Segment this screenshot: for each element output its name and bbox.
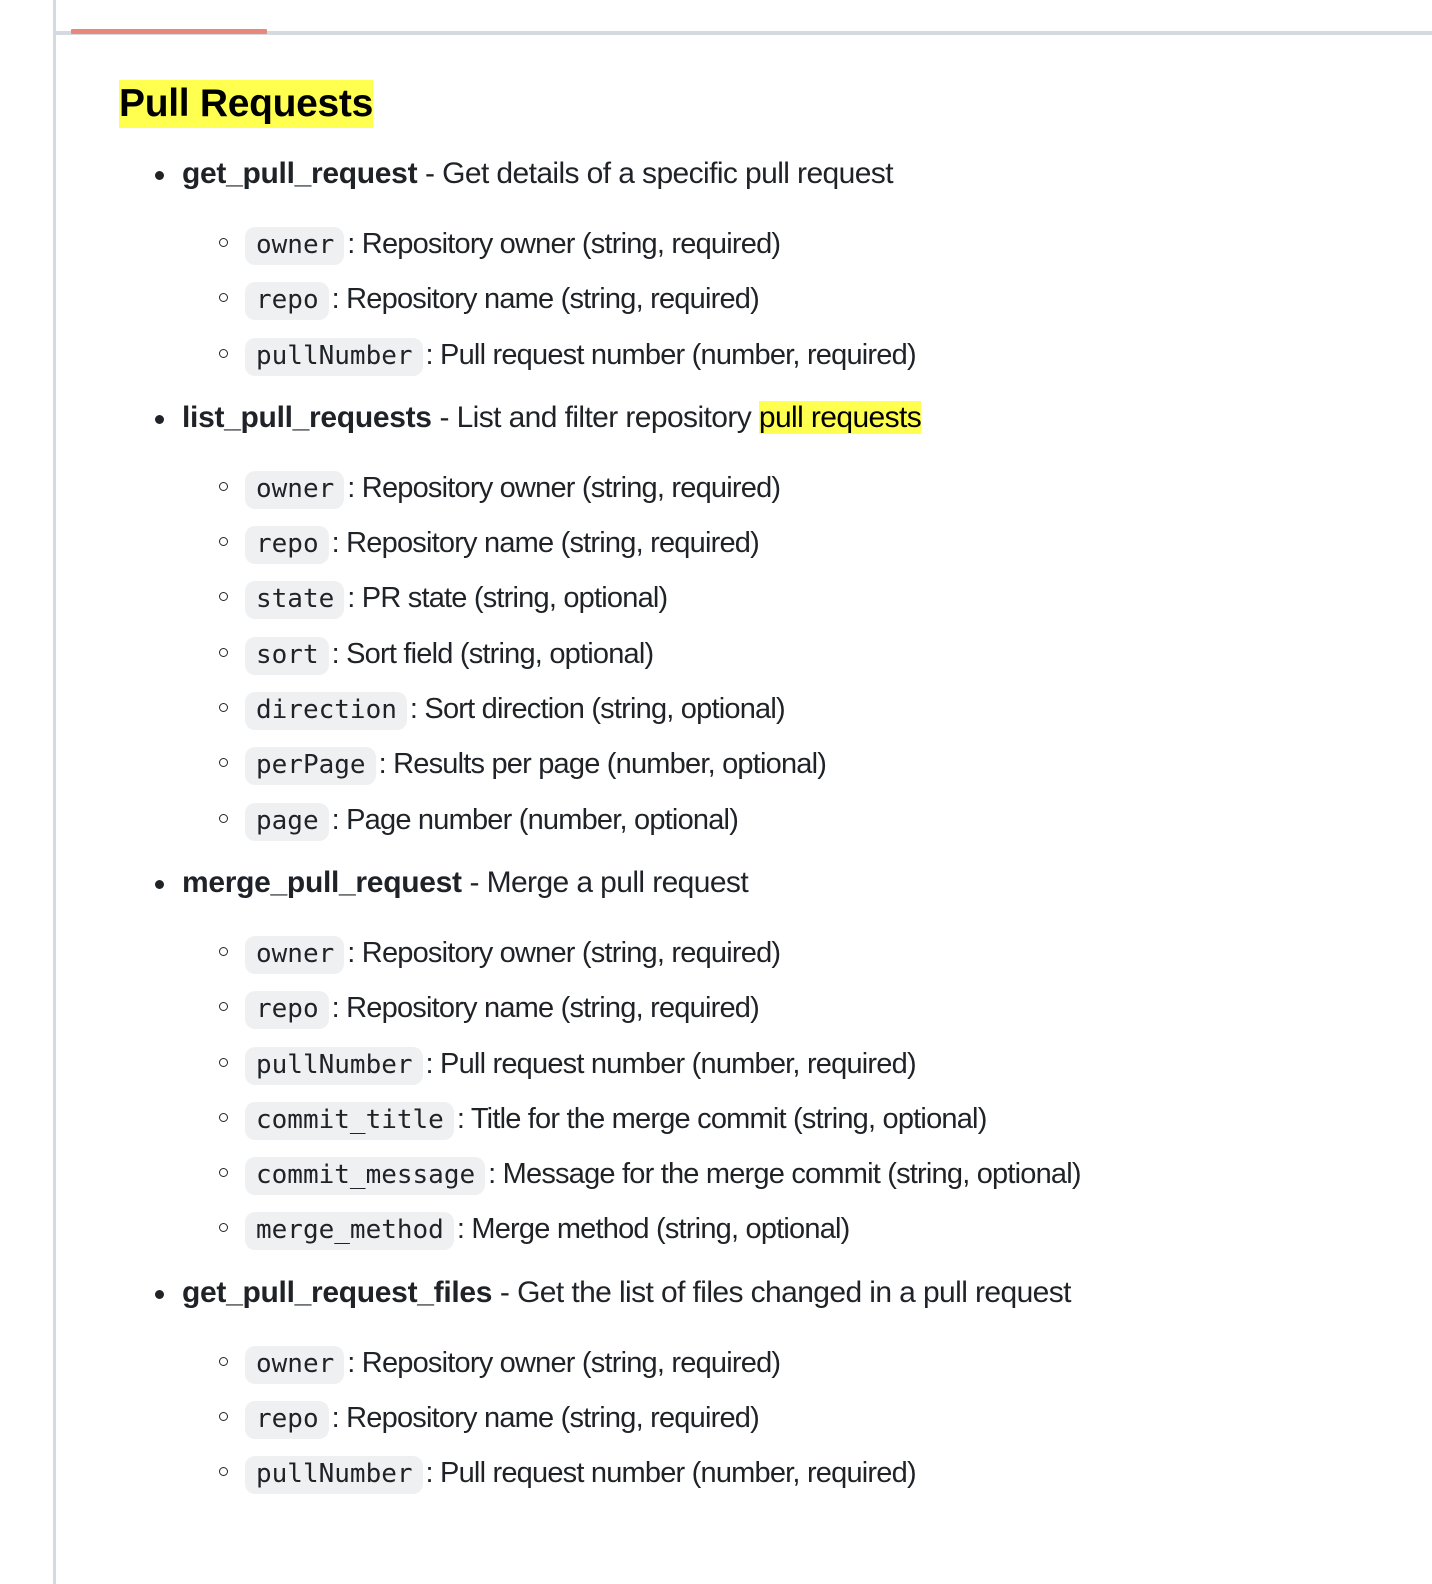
param-description: : Merge method (string, optional) [456, 1213, 850, 1246]
param-item [245, 335, 1412, 390]
param-description: : Sort direction (string, optional) [409, 693, 785, 726]
param-description: : Results per page (number, optional) [378, 748, 827, 781]
tool-header [182, 863, 1412, 903]
param-item [245, 468, 1412, 523]
param-name: repo [245, 1401, 329, 1439]
param-description: : Pull request number (number, required) [425, 1047, 916, 1080]
active-tab-indicator[interactable] [71, 29, 267, 34]
param-item [245, 689, 1412, 744]
param-list [182, 468, 1412, 855]
param-name: owner [245, 1346, 344, 1384]
param-name: pullNumber [245, 1047, 423, 1085]
param-description: : Repository name (string, required) [331, 1402, 759, 1435]
param-description: : Pull request number (number, required) [425, 1457, 916, 1490]
param-name: page [245, 803, 329, 841]
param-item [245, 1099, 1412, 1154]
tool-separator: - [492, 1275, 518, 1309]
param-list [182, 1343, 1412, 1509]
param-item [245, 634, 1412, 689]
param-description: : Repository owner (string, required) [347, 228, 781, 260]
param-description: : Sort field (string, optional) [331, 637, 654, 670]
param-description: : Repository owner (string, required) [347, 1346, 781, 1379]
param-description: : Title for the merge commit (string, optional) [456, 1102, 987, 1135]
tool-description: Merge a pull request [486, 865, 749, 899]
param-description: : Repository owner (string, required) [347, 936, 781, 969]
tool-name: get_pull_request_files [182, 1275, 493, 1309]
param-name: perPage [245, 747, 376, 785]
param-name: repo [245, 991, 329, 1029]
param-name: owner [245, 471, 344, 509]
tool-name: list_pull_requests [182, 400, 432, 434]
tool-name: merge_pull_request [182, 865, 462, 899]
param-list [182, 933, 1412, 1265]
param-item [245, 800, 1412, 855]
param-item [245, 744, 1412, 799]
param-item [245, 988, 1412, 1043]
section-heading: Pull Requests [119, 80, 373, 128]
search-highlight: pull requests [758, 400, 922, 434]
tool-header [182, 1273, 1412, 1313]
param-description: : Repository owner (string, required) [347, 471, 781, 504]
param-name: commit_title [245, 1102, 454, 1140]
param-description: : Pull request number (number, required) [425, 338, 916, 371]
param-name: merge_method [245, 1212, 454, 1250]
tool-separator: - [431, 400, 457, 434]
param-description: : Page number (number, optional) [331, 803, 739, 836]
param-description: : PR state (string, optional) [347, 582, 668, 615]
tool-item [119, 398, 1412, 855]
param-name: pullNumber [245, 338, 423, 376]
param-name: commit_message [245, 1157, 485, 1195]
param-item [245, 1154, 1412, 1209]
left-border [53, 0, 56, 1584]
tool-item [119, 154, 1412, 390]
param-name: owner [245, 936, 344, 974]
param-name: repo [245, 526, 329, 564]
param-item [245, 933, 1412, 988]
param-description: : Repository name (string, required) [331, 527, 759, 560]
tool-header [182, 154, 1412, 194]
param-item [245, 1209, 1412, 1264]
param-item [245, 279, 1412, 334]
param-name: owner [245, 227, 344, 265]
tool-name: get_pull_request [182, 157, 418, 190]
param-name: direction [245, 692, 407, 730]
param-description: : Message for the merge commit (string, optional) [488, 1158, 1081, 1191]
document-content [119, 80, 1412, 1509]
tool-list [119, 154, 1412, 1509]
tool-description: Get the list of files changed in a pull request [517, 1275, 1071, 1309]
tool-separator: - [417, 157, 443, 190]
param-item [245, 1044, 1412, 1099]
tool-item [119, 1273, 1412, 1509]
param-description: : Repository name (string, required) [331, 992, 759, 1025]
tool-header [182, 398, 1412, 438]
param-description: : Repository name (string, required) [331, 283, 759, 316]
param-item [245, 1343, 1412, 1398]
param-name: sort [245, 637, 329, 675]
param-item [245, 224, 1412, 279]
param-list [182, 224, 1412, 390]
param-item [245, 578, 1412, 633]
tool-item [119, 863, 1412, 1265]
tool-description: Get details of a specific pull request [442, 157, 893, 190]
param-item [245, 1398, 1412, 1453]
tool-separator: - [461, 865, 487, 899]
tool-description: List and filter repository [456, 400, 759, 434]
param-item [245, 1453, 1412, 1508]
param-name: repo [245, 282, 329, 320]
param-item [245, 523, 1412, 578]
param-name: state [245, 581, 344, 619]
param-name: pullNumber [245, 1456, 423, 1494]
